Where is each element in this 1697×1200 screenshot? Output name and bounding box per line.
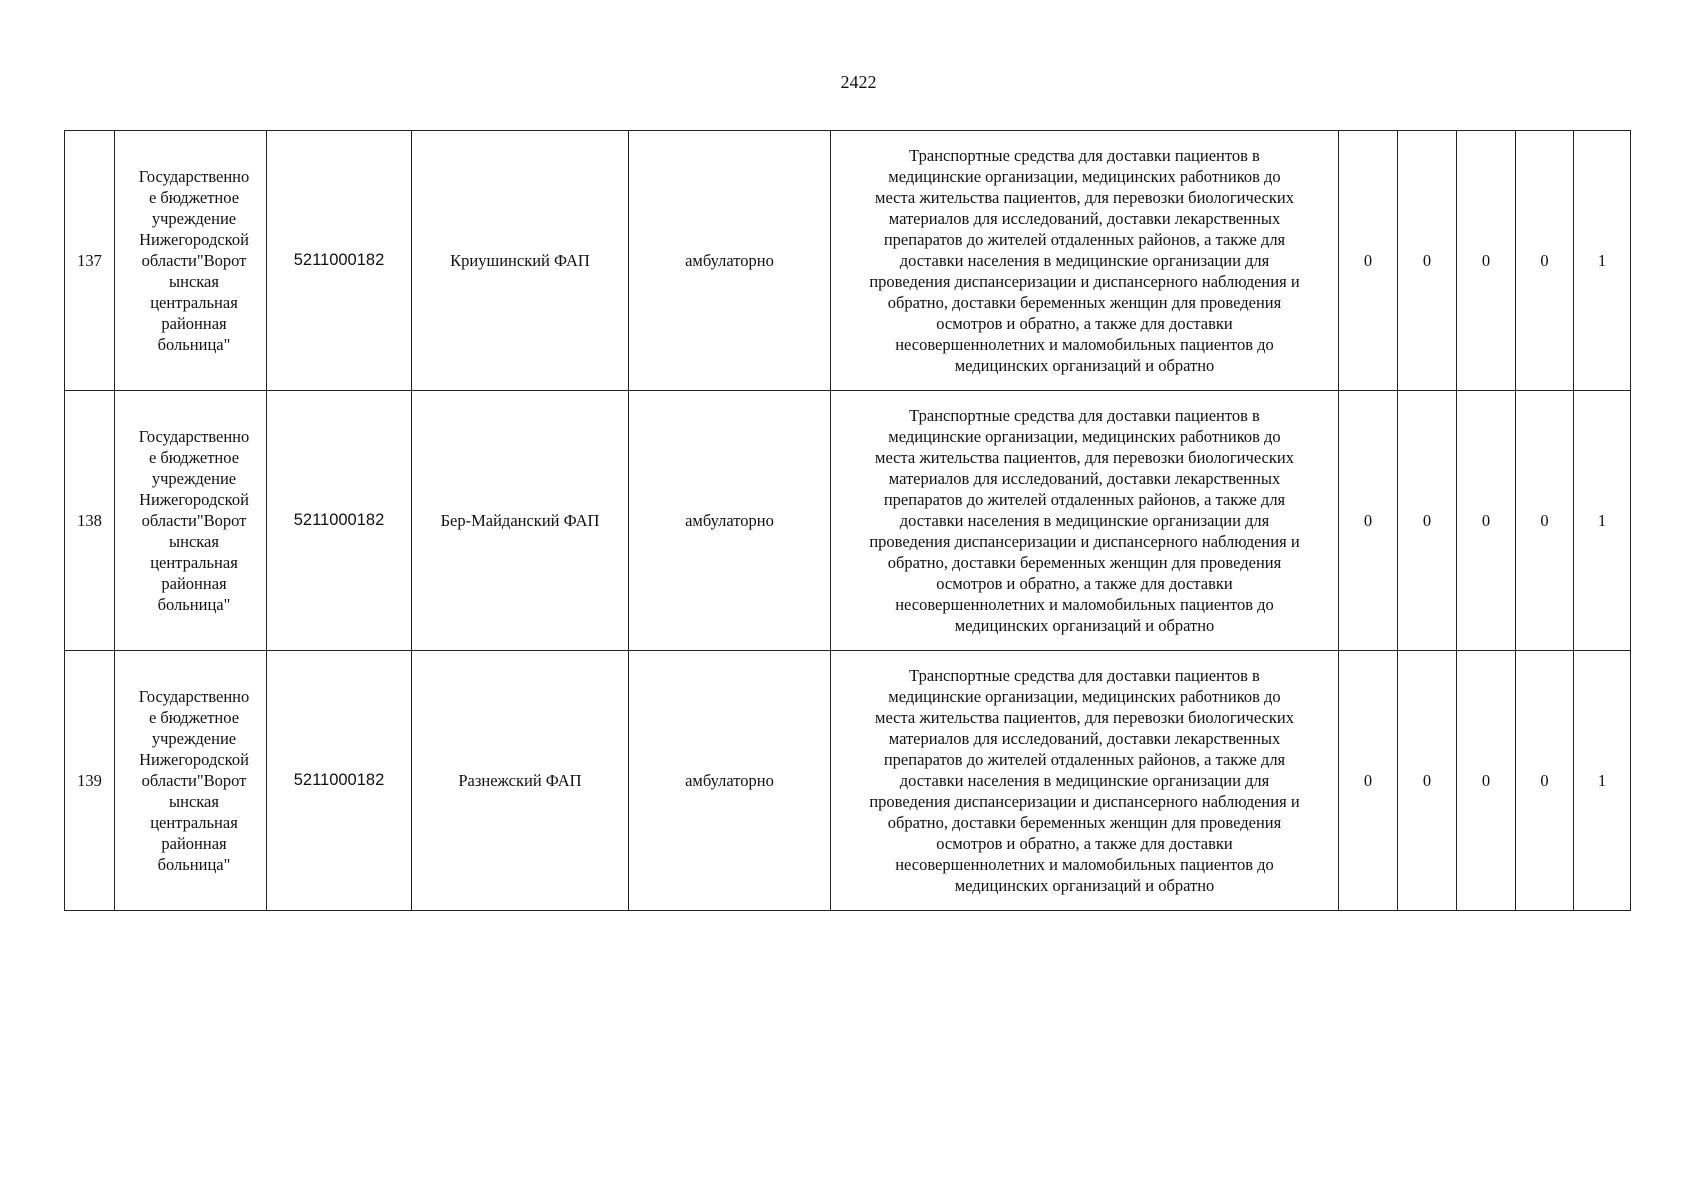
value-cell: 0 — [1339, 131, 1398, 391]
description-cell — [831, 651, 1339, 911]
organization-cell — [115, 651, 267, 911]
description-cell — [831, 391, 1339, 651]
row-number-cell: 138 — [65, 391, 115, 651]
description-text: Транспортные средства для доставки пациентов в медицинские организации, медицинских работников до места жительства пациентов, для перевозки биологических материалов для исследований, доставки лекарственных препаратов до жителей отдаленных районов, а также для доставки населения в медицинские организации для проведения диспансеризации и диспансерного наблюдения и обратно, доставки беременных женщин для проведения осмотров и обратно, а также для доставки несовершеннолетних и маломобильных пациентов до медицинских организаций и обратно — [869, 666, 1300, 895]
care-type-cell: амбулаторно — [629, 651, 831, 911]
organization-name: Государственно е бюджетное учреждение Нижегородской области"Ворот ынская центральная районная больница" — [138, 427, 250, 614]
facilities-table — [64, 130, 1631, 911]
value-cell: 0 — [1398, 391, 1457, 651]
table-row — [65, 391, 1631, 651]
page-number: 2422 — [840, 72, 877, 92]
value-cell: 0 — [1398, 131, 1457, 391]
organization-cell — [115, 131, 267, 391]
value-cell: 0 — [1516, 391, 1574, 651]
unit-cell: Разнежский ФАП — [412, 651, 629, 911]
value-cell: 0 — [1398, 651, 1457, 911]
value-cell: 0 — [1339, 391, 1398, 651]
unit-cell: Криушинский ФАП — [412, 131, 629, 391]
inn-cell: 5211000182 — [267, 651, 412, 911]
care-type-cell: амбулаторно — [629, 391, 831, 651]
value-cell: 1 — [1574, 131, 1631, 391]
value-cell: 0 — [1339, 651, 1398, 911]
row-number-cell: 139 — [65, 651, 115, 911]
value-cell: 0 — [1516, 651, 1574, 911]
organization-name: Государственно е бюджетное учреждение Нижегородской области"Ворот ынская центральная районная больница" — [138, 167, 250, 354]
table-row — [65, 131, 1631, 391]
value-cell: 0 — [1516, 131, 1574, 391]
value-cell: 0 — [1457, 651, 1516, 911]
organization-cell — [115, 391, 267, 651]
value-cell: 1 — [1574, 651, 1631, 911]
description-text: Транспортные средства для доставки пациентов в медицинские организации, медицинских работников до места жительства пациентов, для перевозки биологических материалов для исследований, доставки лекарственных препаратов до жителей отдаленных районов, а также для доставки населения в медицинские организации для проведения диспансеризации и диспансерного наблюдения и обратно, доставки беременных женщин для проведения осмотров и обратно, а также для доставки несовершеннолетних и маломобильных пациентов до медицинских организаций и обратно — [869, 146, 1300, 375]
inn-cell: 5211000182 — [267, 391, 412, 651]
description-text: Транспортные средства для доставки пациентов в медицинские организации, медицинских работников до места жительства пациентов, для перевозки биологических материалов для исследований, доставки лекарственных препаратов до жителей отдаленных районов, а также для доставки населения в медицинские организации для проведения диспансеризации и диспансерного наблюдения и обратно, доставки беременных женщин для проведения осмотров и обратно, а также для доставки несовершеннолетних и маломобильных пациентов до медицинских организаций и обратно — [869, 406, 1300, 635]
inn-cell: 5211000182 — [267, 131, 412, 391]
table-row — [65, 651, 1631, 911]
row-number-cell: 137 — [65, 131, 115, 391]
value-cell: 1 — [1574, 391, 1631, 651]
care-type-cell: амбулаторно — [629, 131, 831, 391]
description-cell — [831, 131, 1339, 391]
value-cell: 0 — [1457, 131, 1516, 391]
unit-cell: Бер-Майданский ФАП — [412, 391, 629, 651]
value-cell: 0 — [1457, 391, 1516, 651]
organization-name: Государственно е бюджетное учреждение Нижегородской области"Ворот ынская центральная районная больница" — [138, 687, 250, 874]
